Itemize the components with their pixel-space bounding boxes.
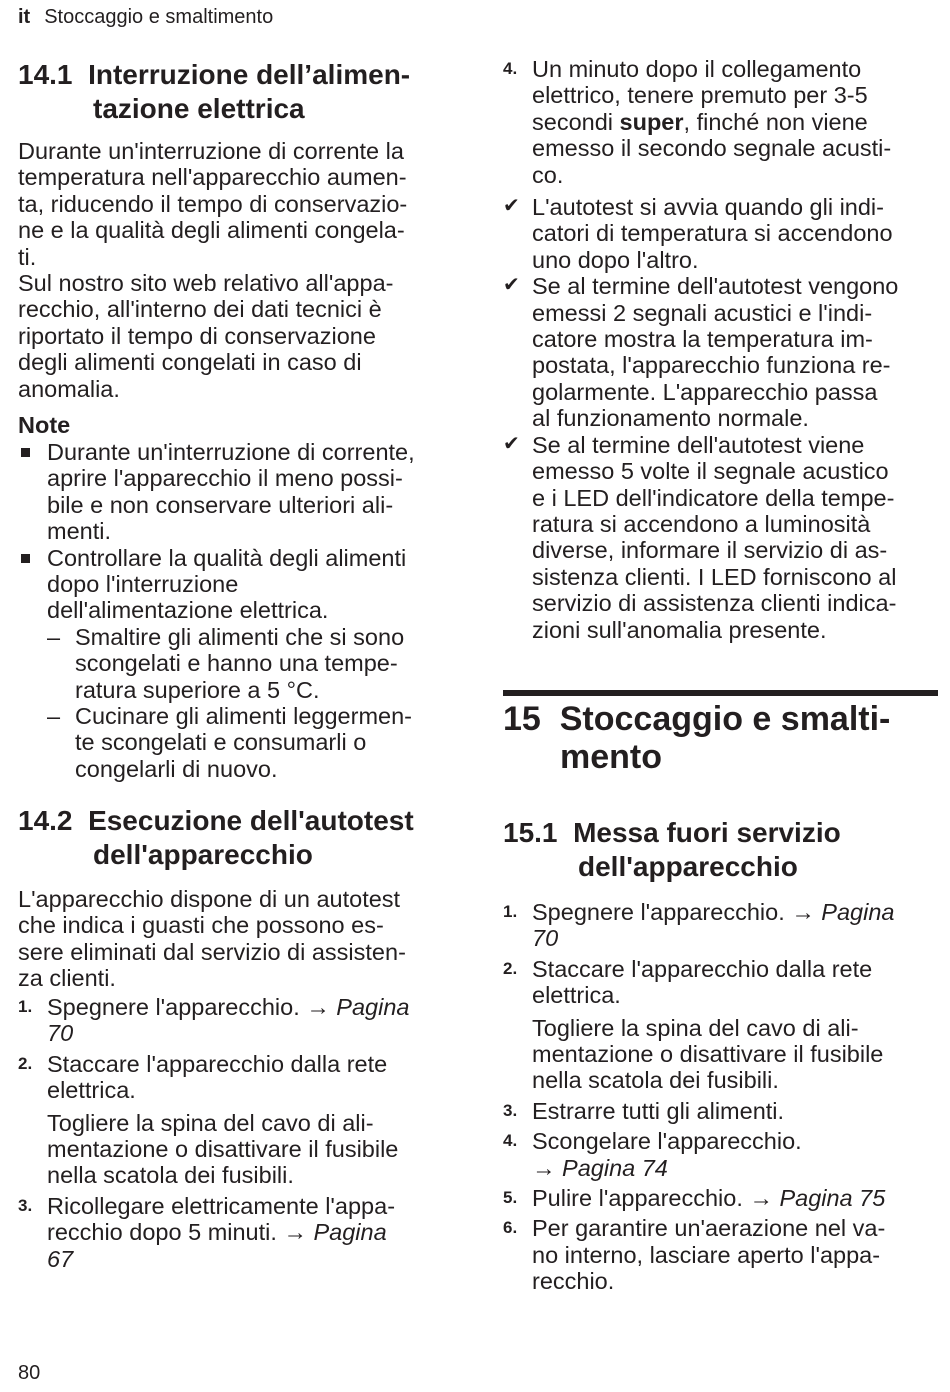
section-title-line: dell'apparecchio <box>578 851 798 882</box>
text-line: anomalia. <box>18 375 120 402</box>
text-line: riportato il tempo di conservazione <box>18 322 376 349</box>
text-line: elettrica. <box>532 982 621 1009</box>
page-number: 80 <box>18 1362 41 1384</box>
step-text: , finché non viene <box>683 108 868 135</box>
list-item <box>503 1185 943 1211</box>
section-15-1-heading <box>503 816 841 884</box>
text-line: co. <box>532 161 564 188</box>
chapter-number: 15 <box>503 700 541 738</box>
result-item <box>503 194 943 273</box>
selftest-steps <box>18 994 458 1272</box>
section-title-line: tazione elettrica <box>93 93 305 124</box>
text-line: mentazione o disattivare il fusibile <box>532 1041 884 1068</box>
arrow-icon: → <box>532 1154 563 1181</box>
text-line: recchio. <box>532 1268 615 1295</box>
text-line: no interno, lasciare aperto l'appa- <box>532 1241 881 1268</box>
list-item <box>503 56 943 188</box>
text-line: dopo l'interruzione <box>47 571 239 598</box>
text-line: Scongelare l'apparecchio. <box>532 1128 802 1155</box>
text-line: bile e non conservare ulteriori ali- <box>47 491 394 518</box>
chapter-title-line: mento <box>560 738 662 776</box>
text-line: Se al termine dell'autotest viene <box>532 431 865 458</box>
text-line: emesso 5 volte il segnale acustico <box>532 458 889 485</box>
text-line: servizio di assistenza clienti indica- <box>532 590 897 617</box>
text-line: aprire l'apparecchio il meno possi- <box>47 465 403 492</box>
section-title-line: Interruzione dell’alimen- <box>88 59 411 90</box>
checkmark-icon: ✔ <box>503 432 520 455</box>
page-reference-link[interactable]: Pagina 75 <box>779 1185 886 1212</box>
step-number: 4. <box>503 59 518 78</box>
note-label: Note <box>18 412 71 438</box>
section-title-line: Messa fuori servizio <box>573 817 841 848</box>
list-item <box>18 1193 458 1272</box>
text-line: Ricollegare elettricamente l'appa- <box>47 1192 396 1219</box>
step-number: 3. <box>503 1100 518 1120</box>
sub-list-item <box>47 703 458 782</box>
text-line: scongelati e hanno una tempe- <box>75 650 398 677</box>
page-reference-link[interactable]: Pagina <box>821 899 895 925</box>
text-line: mentazione o disattivare il fusibile <box>47 1136 399 1163</box>
step-number: 2. <box>18 1053 33 1073</box>
text-line: Per garantire un'aerazione nel va- <box>532 1215 886 1242</box>
square-bullet-icon <box>21 554 30 563</box>
text-line: Togliere la spina del cavo di ali- <box>47 1109 374 1136</box>
step-number: 2. <box>503 958 518 978</box>
text-line: Sul nostro sito web relativo all'appa- <box>18 270 394 297</box>
page-reference-link[interactable]: Pagina <box>336 994 410 1020</box>
dash-bullet-icon: – <box>47 703 61 730</box>
text-line: Durante un'interruzione di corrente la <box>18 138 404 164</box>
checkmark-icon: ✔ <box>503 274 520 297</box>
step-text: Pulire l'apparecchio. → <box>532 1185 780 1212</box>
paragraph-power-outage <box>18 138 458 402</box>
selftest-steps-continued <box>503 56 943 643</box>
text-line: ratura si accendono a luminosità <box>532 510 871 537</box>
text-line: ne e la qualità degli alimenti congela- <box>18 217 405 244</box>
text-line: emessi 2 segnali acustici e l'indi- <box>532 299 873 326</box>
text-line: golarmente. L'apparecchio passa <box>532 378 878 405</box>
text-line: che indica i guasti che possono es- <box>18 912 384 939</box>
list-item <box>18 994 458 1047</box>
text-line: Durante un'interruzione di corrente, <box>47 439 415 465</box>
text-line: ratura superiore a 5 °C. <box>75 676 320 703</box>
text-line: sistenza clienti. I LED forniscono al <box>532 563 897 590</box>
section-number: 14.1 <box>18 59 73 90</box>
text-line: Togliere la spina del cavo di ali- <box>532 1014 859 1041</box>
text-line: degli alimenti congelati in caso di <box>18 349 362 376</box>
text-line: Staccare l'apparecchio dalla rete <box>47 1050 388 1077</box>
chapter-title-line: Stoccaggio e smalti- <box>559 700 891 738</box>
step-number: 6. <box>503 1218 518 1238</box>
step-text: secondi <box>532 108 620 135</box>
text-line: Controllare la qualità degli alimenti <box>47 544 407 571</box>
text-line: nella scatola dei fusibili. <box>532 1067 779 1094</box>
page-reference-link[interactable]: 67 <box>47 1245 74 1272</box>
text-line: menti. <box>47 518 111 545</box>
list-item <box>503 1215 943 1294</box>
text-line: te scongelati e consumarli o <box>75 729 367 756</box>
text-line: Se al termine dell'autotest vengono <box>532 273 899 300</box>
page-reference-link[interactable]: Pagina 74 <box>562 1154 668 1181</box>
step-note <box>47 1110 458 1189</box>
section-title-line: dell'apparecchio <box>93 839 313 870</box>
result-item <box>503 273 943 431</box>
text-line: Smaltire gli alimenti che si sono <box>75 623 405 650</box>
text-line: zioni sull'anomalia presente. <box>532 616 827 643</box>
text-line: catori di temperatura si accendono <box>532 220 893 247</box>
text-line: Un minuto dopo il collegamento <box>532 56 862 82</box>
text-line: uno dopo l'altro. <box>532 246 699 273</box>
text-line: ti. <box>18 243 37 270</box>
text-line: L'autotest si avvia quando gli indi- <box>532 194 884 221</box>
language-code: it <box>18 6 31 28</box>
paragraph-selftest <box>18 886 458 992</box>
button-name-super: super <box>619 108 684 135</box>
text-line: Estrarre tutti gli alimenti. <box>532 1097 785 1124</box>
text-line: Cucinare gli alimenti leggermen- <box>75 703 412 730</box>
step-number: 3. <box>18 1195 33 1215</box>
text-line: e i LED dell'indicatore della tempe- <box>532 484 895 511</box>
square-bullet-icon <box>21 448 30 457</box>
list-item <box>503 956 943 1094</box>
checkmark-icon: ✔ <box>503 195 520 218</box>
page-reference-link[interactable]: 70 <box>532 925 559 952</box>
section-14-2-heading <box>18 804 414 872</box>
page-reference-link[interactable]: 70 <box>47 1020 74 1047</box>
list-item <box>18 439 458 545</box>
text-line: nella scatola dei fusibili. <box>47 1162 294 1189</box>
text-line: postata, l'apparecchio funziona re- <box>532 352 891 379</box>
page-reference-link[interactable]: Pagina <box>313 1219 387 1246</box>
section-title-line: Esecuzione dell'autotest <box>88 805 414 836</box>
decommission-steps <box>503 899 943 1295</box>
text-line: elettrico, tenere premuto per 3-5 <box>532 82 868 109</box>
header-section-title: Stoccaggio e smaltimento <box>44 6 274 28</box>
text-line: dell'alimentazione elettrica. <box>47 597 329 624</box>
list-item <box>18 1051 458 1189</box>
text-line: ta, riducendo il tempo di conservazio- <box>18 190 408 217</box>
section-number: 14.2 <box>18 805 73 836</box>
text-line: Staccare l'apparecchio dalla rete <box>532 955 873 982</box>
step-number: 1. <box>503 902 518 921</box>
list-item <box>18 545 458 783</box>
list-item <box>503 1098 943 1124</box>
text-line: L'apparecchio dispone di un autotest <box>18 886 401 912</box>
sub-list-item <box>47 624 458 703</box>
step-number: 1. <box>18 997 33 1016</box>
text-line: za clienti. <box>18 965 116 992</box>
text-line: diverse, informare il servizio di as- <box>532 537 888 564</box>
note-list <box>18 439 458 782</box>
step-text: recchio dopo 5 minuti. → <box>47 1219 314 1246</box>
text-line: catore mostra la temperatura im- <box>532 326 873 353</box>
result-item <box>503 432 943 643</box>
text-line: recchio, all'interno dei dati tecnici è <box>18 296 382 323</box>
step-text: Spegnere l'apparecchio. → <box>47 994 337 1020</box>
step-note <box>532 1015 943 1094</box>
list-item <box>503 1128 943 1181</box>
section-14-1-heading <box>18 58 410 126</box>
running-header <box>18 6 273 29</box>
chapter-divider <box>503 690 938 696</box>
step-number: 5. <box>503 1188 518 1208</box>
text-line: elettrica. <box>47 1077 136 1104</box>
step-number: 4. <box>503 1131 518 1151</box>
text-line: temperatura nell'apparecchio aumen- <box>18 164 407 191</box>
text-line: congelarli di nuovo. <box>75 755 278 782</box>
step-text: Spegnere l'apparecchio. → <box>532 899 822 925</box>
section-number: 15.1 <box>503 817 558 848</box>
text-line: sere eliminati dal servizio di assisten- <box>18 938 406 965</box>
chapter-15-heading <box>503 700 890 776</box>
dash-bullet-icon: – <box>47 623 61 650</box>
text-line: emesso il secondo segnale acusti- <box>532 135 892 162</box>
text-line: al funzionamento normale. <box>532 405 809 432</box>
list-item <box>503 899 943 952</box>
